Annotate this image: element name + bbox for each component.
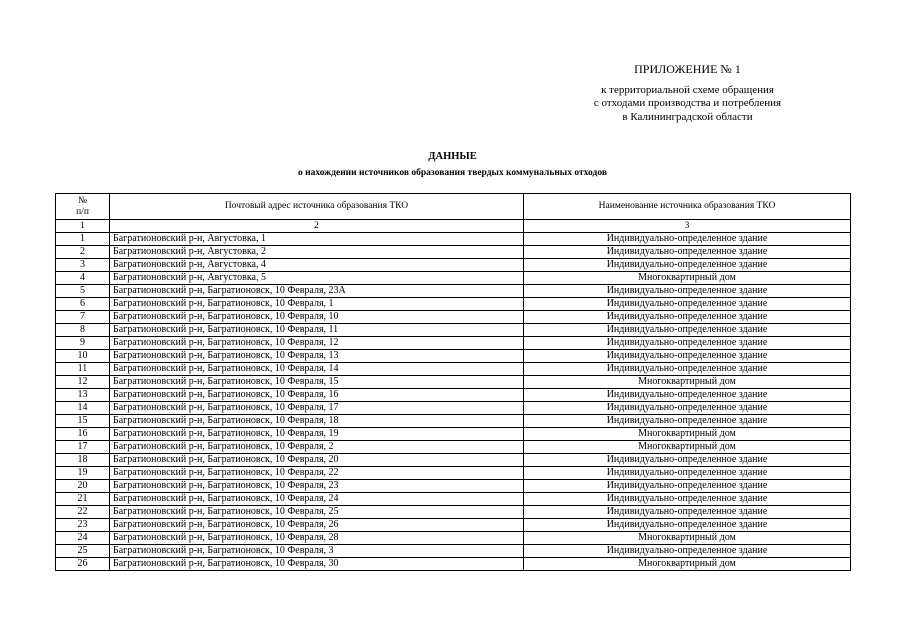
row-address: Багратионовский р-н, Августовка, 1 [110, 233, 524, 246]
row-number: 1 [56, 233, 110, 246]
row-number: 12 [56, 376, 110, 389]
table-row [56, 402, 851, 415]
row-source-type: Индивидуально-определенное здание [524, 311, 851, 324]
row-number: 3 [56, 259, 110, 272]
appendix-line-1: к территориальной схеме обращения [601, 83, 774, 96]
document-subtitle: о нахождении источников образования твердых коммунальных отходов [298, 168, 607, 178]
appendix-block [560, 63, 815, 124]
row-number: 5 [56, 285, 110, 298]
table-row [56, 519, 851, 532]
row-source-type: Многоквартирный дом [524, 441, 851, 454]
row-number: 11 [56, 363, 110, 376]
row-source-type: Индивидуально-определенное здание [524, 467, 851, 480]
row-address: Багратионовский р-н, Багратионовск, 10 Февраля, 24 [110, 493, 524, 506]
row-source-type: Индивидуально-определенное здание [524, 519, 851, 532]
row-source-type: Индивидуально-определенное здание [524, 337, 851, 350]
table-row [56, 285, 851, 298]
table-row [56, 532, 851, 545]
row-number: 18 [56, 454, 110, 467]
row-number: 22 [56, 506, 110, 519]
table-row [56, 324, 851, 337]
table-row [56, 259, 851, 272]
row-source-type: Индивидуально-определенное здание [524, 363, 851, 376]
row-address: Багратионовский р-н, Багратионовск, 10 Февраля, 17 [110, 402, 524, 415]
row-source-type: Многоквартирный дом [524, 376, 851, 389]
table-body [56, 233, 851, 571]
header-address: Почтовый адрес источника образования ТКО [110, 194, 524, 220]
row-address: Багратионовский р-н, Августовка, 4 [110, 259, 524, 272]
row-address: Багратионовский р-н, Багратионовск, 10 Февраля, 22 [110, 467, 524, 480]
row-address: Багратионовский р-н, Августовка, 5 [110, 272, 524, 285]
row-number: 20 [56, 480, 110, 493]
table-row [56, 363, 851, 376]
waste-sources-table [55, 193, 851, 571]
row-address: Багратионовский р-н, Багратионовск, 10 Февраля, 16 [110, 389, 524, 402]
document-title: ДАННЫЕ [428, 151, 477, 162]
row-source-type: Индивидуально-определенное здание [524, 480, 851, 493]
row-address: Багратионовский р-н, Багратионовск, 10 Февраля, 14 [110, 363, 524, 376]
row-address: Багратионовский р-н, Багратионовск, 10 Февраля, 11 [110, 324, 524, 337]
table-row [56, 428, 851, 441]
row-address: Багратионовский р-н, Багратионовск, 10 Февраля, 10 [110, 311, 524, 324]
row-number: 24 [56, 532, 110, 545]
table-row [56, 376, 851, 389]
row-number: 13 [56, 389, 110, 402]
row-number: 7 [56, 311, 110, 324]
row-address: Багратионовский р-н, Багратионовск, 10 Февраля, 3 [110, 545, 524, 558]
appendix-title: ПРИЛОЖЕНИЕ № 1 [634, 62, 741, 76]
document-heading [0, 149, 905, 181]
header-num: № п/п [56, 194, 110, 220]
row-number: 26 [56, 558, 110, 571]
row-address: Багратионовский р-н, Багратионовск, 10 Февраля, 25 [110, 506, 524, 519]
table-row [56, 272, 851, 285]
row-source-type: Индивидуально-определенное здание [524, 259, 851, 272]
row-address: Багратионовский р-н, Багратионовск, 10 Февраля, 28 [110, 532, 524, 545]
table-row [56, 506, 851, 519]
table-row [56, 350, 851, 363]
table-row [56, 246, 851, 259]
row-source-type: Многоквартирный дом [524, 428, 851, 441]
row-address: Багратионовский р-н, Багратионовск, 10 Февраля, 12 [110, 337, 524, 350]
row-address: Багратионовский р-н, Багратионовск, 10 Февраля, 15 [110, 376, 524, 389]
row-number: 21 [56, 493, 110, 506]
column-index-1: 1 [56, 220, 110, 233]
row-number: 2 [56, 246, 110, 259]
row-source-type: Индивидуально-определенное здание [524, 402, 851, 415]
row-number: 17 [56, 441, 110, 454]
table-row [56, 493, 851, 506]
table-row [56, 415, 851, 428]
table-row [56, 389, 851, 402]
row-number: 14 [56, 402, 110, 415]
row-number: 19 [56, 467, 110, 480]
row-source-type: Многоквартирный дом [524, 272, 851, 285]
row-number: 9 [56, 337, 110, 350]
table-row [56, 454, 851, 467]
table-row [56, 337, 851, 350]
row-number: 23 [56, 519, 110, 532]
row-address: Багратионовский р-н, Августовка, 2 [110, 246, 524, 259]
table-row [56, 441, 851, 454]
row-address: Багратионовский р-н, Багратионовск, 10 Февраля, 20 [110, 454, 524, 467]
row-source-type: Индивидуально-определенное здание [524, 246, 851, 259]
row-address: Багратионовский р-н, Багратионовск, 10 Февраля, 13 [110, 350, 524, 363]
row-source-type: Индивидуально-определенное здание [524, 233, 851, 246]
appendix-line-2: с отходами производства и потребления [593, 97, 782, 109]
appendix-line-3: в Калининградской области [622, 110, 753, 123]
row-source-type: Индивидуально-определенное здание [524, 350, 851, 363]
row-source-type: Индивидуально-определенное здание [524, 389, 851, 402]
row-number: 10 [56, 350, 110, 363]
row-source-type: Индивидуально-определенное здание [524, 415, 851, 428]
table-row [56, 480, 851, 493]
row-address: Багратионовский р-н, Багратионовск, 10 Февраля, 19 [110, 428, 524, 441]
row-source-type: Многоквартирный дом [524, 532, 851, 545]
row-number: 8 [56, 324, 110, 337]
row-address: Багратионовский р-н, Багратионовск, 10 Февраля, 30 [110, 558, 524, 571]
row-source-type: Многоквартирный дом [524, 558, 851, 571]
row-source-type: Индивидуально-определенное здание [524, 454, 851, 467]
row-number: 25 [56, 545, 110, 558]
row-source-type: Индивидуально-определенное здание [524, 324, 851, 337]
table-row [56, 298, 851, 311]
header-kind: Наименование источника образования ТКО [524, 194, 851, 220]
row-source-type: Индивидуально-определенное здание [524, 545, 851, 558]
table-row [56, 311, 851, 324]
row-address: Багратионовский р-н, Багратионовск, 10 Февраля, 18 [110, 415, 524, 428]
table-row [56, 233, 851, 246]
row-address: Багратионовский р-н, Багратионовск, 10 Февраля, 23А [110, 285, 524, 298]
row-address: Багратионовский р-н, Багратионовск, 10 Февраля, 26 [110, 519, 524, 532]
row-number: 16 [56, 428, 110, 441]
row-source-type: Индивидуально-определенное здание [524, 493, 851, 506]
row-address: Багратионовский р-н, Багратионовск, 10 Февраля, 2 [110, 441, 524, 454]
row-number: 15 [56, 415, 110, 428]
table-row [56, 467, 851, 480]
column-index-row [56, 220, 851, 233]
table-row [56, 545, 851, 558]
column-index-3: 3 [524, 220, 851, 233]
row-address: Багратионовский р-н, Багратионовск, 10 Февраля, 23 [110, 480, 524, 493]
row-source-type: Индивидуально-определенное здание [524, 285, 851, 298]
row-number: 6 [56, 298, 110, 311]
row-address: Багратионовский р-н, Багратионовск, 10 Февраля, 1 [110, 298, 524, 311]
column-index-2: 2 [110, 220, 524, 233]
table-header-row [56, 194, 851, 220]
table-row [56, 558, 851, 571]
row-number: 4 [56, 272, 110, 285]
row-source-type: Индивидуально-определенное здание [524, 506, 851, 519]
row-source-type: Индивидуально-определенное здание [524, 298, 851, 311]
